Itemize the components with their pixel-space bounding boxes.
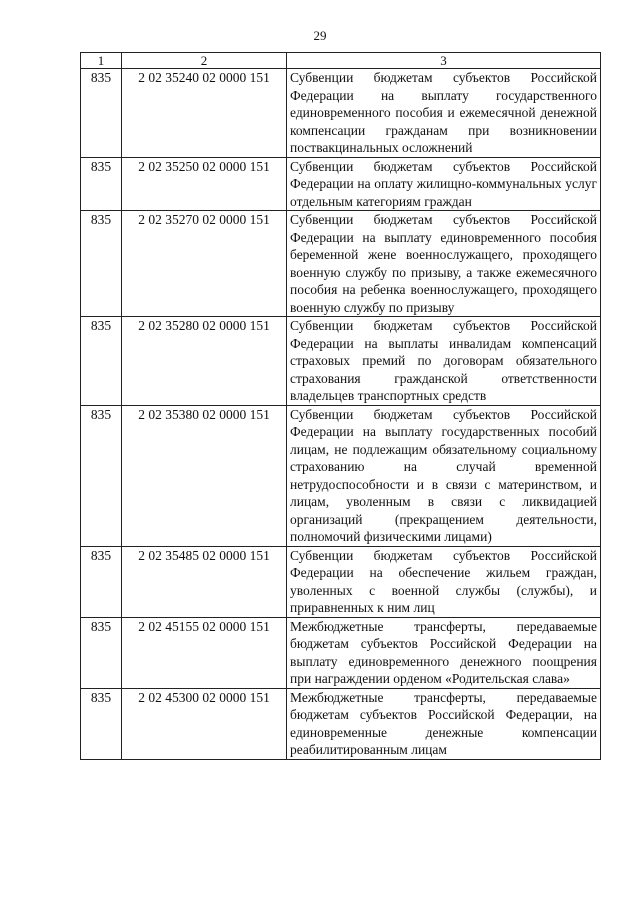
administrator-code-cell: 835 <box>81 546 122 617</box>
table-row <box>81 688 601 759</box>
budget-code-cell: 2 02 35280 02 0000 151 <box>122 317 287 406</box>
budget-classification-table <box>80 52 601 760</box>
description-cell: Субвенции бюджетам субъектов Российской Федерации на выплату единовременного пособия беременной жене военнослужащего, проходящего военную службу по призыву, а также ежемесячного пособия на ребенка военнослужащего, проходящего военную службу по призыву <box>287 211 601 317</box>
description-cell: Субвенции бюджетам субъектов Российской Федерации на обеспечение жильем граждан, уволенных с военной службы (службы), и приравненных к ним лиц <box>287 546 601 617</box>
description-cell: Субвенции бюджетам субъектов Российской Федерации на выплату государственных пособий лицам, не подлежащим обязательному социальному страхованию на случай временной нетрудоспособности и в связи с материнством, и лицам, уволенным в связи с ликвидацией организаций (прекращением деятельности, полномочий физическими лицами) <box>287 405 601 546</box>
table-row <box>81 157 601 211</box>
table-row <box>81 617 601 688</box>
administrator-code-cell: 835 <box>81 69 122 158</box>
description-cell: Межбюджетные трансферты, передаваемые бюджетам субъектов Российской Федерации на выплату единовременного денежного поощрения при награждении орденом «Родительская слава» <box>287 617 601 688</box>
column-header-2: 2 <box>122 53 287 69</box>
budget-code-cell: 2 02 45155 02 0000 151 <box>122 617 287 688</box>
description-cell: Межбюджетные трансферты, передаваемые бюджетам субъектов Российской Федерации, на единовременные денежные компенсации реабилитированным лицам <box>287 688 601 759</box>
table-row <box>81 546 601 617</box>
table-row <box>81 317 601 406</box>
budget-code-cell: 2 02 35270 02 0000 151 <box>122 211 287 317</box>
column-header-3: 3 <box>287 53 601 69</box>
description-cell: Субвенции бюджетам субъектов Российской Федерации на выплаты инвалидам компенсаций страховых премий по договорам обязательного страхования гражданской ответственности владельцев транспортных средств <box>287 317 601 406</box>
table-row <box>81 405 601 546</box>
administrator-code-cell: 835 <box>81 211 122 317</box>
table-row <box>81 69 601 158</box>
budget-code-cell: 2 02 45300 02 0000 151 <box>122 688 287 759</box>
table-header-row <box>81 53 601 69</box>
administrator-code-cell: 835 <box>81 317 122 406</box>
administrator-code-cell: 835 <box>81 157 122 211</box>
administrator-code-cell: 835 <box>81 688 122 759</box>
page-number: 29 <box>313 28 327 43</box>
administrator-code-cell: 835 <box>81 617 122 688</box>
description-cell: Субвенции бюджетам субъектов Российской Федерации на оплату жилищно-коммунальных услуг отдельным категориям граждан <box>287 157 601 211</box>
budget-code-cell: 2 02 35485 02 0000 151 <box>122 546 287 617</box>
description-cell: Субвенции бюджетам субъектов Российской Федерации на выплату государственного единовременного пособия и ежемесячной денежной компенсации гражданам при возникновении поствакцинальных осложнений <box>287 69 601 158</box>
administrator-code-cell: 835 <box>81 405 122 546</box>
budget-code-cell: 2 02 35240 02 0000 151 <box>122 69 287 158</box>
budget-code-cell: 2 02 35380 02 0000 151 <box>122 405 287 546</box>
column-header-1: 1 <box>81 53 122 69</box>
table-row <box>81 211 601 317</box>
budget-code-cell: 2 02 35250 02 0000 151 <box>122 157 287 211</box>
